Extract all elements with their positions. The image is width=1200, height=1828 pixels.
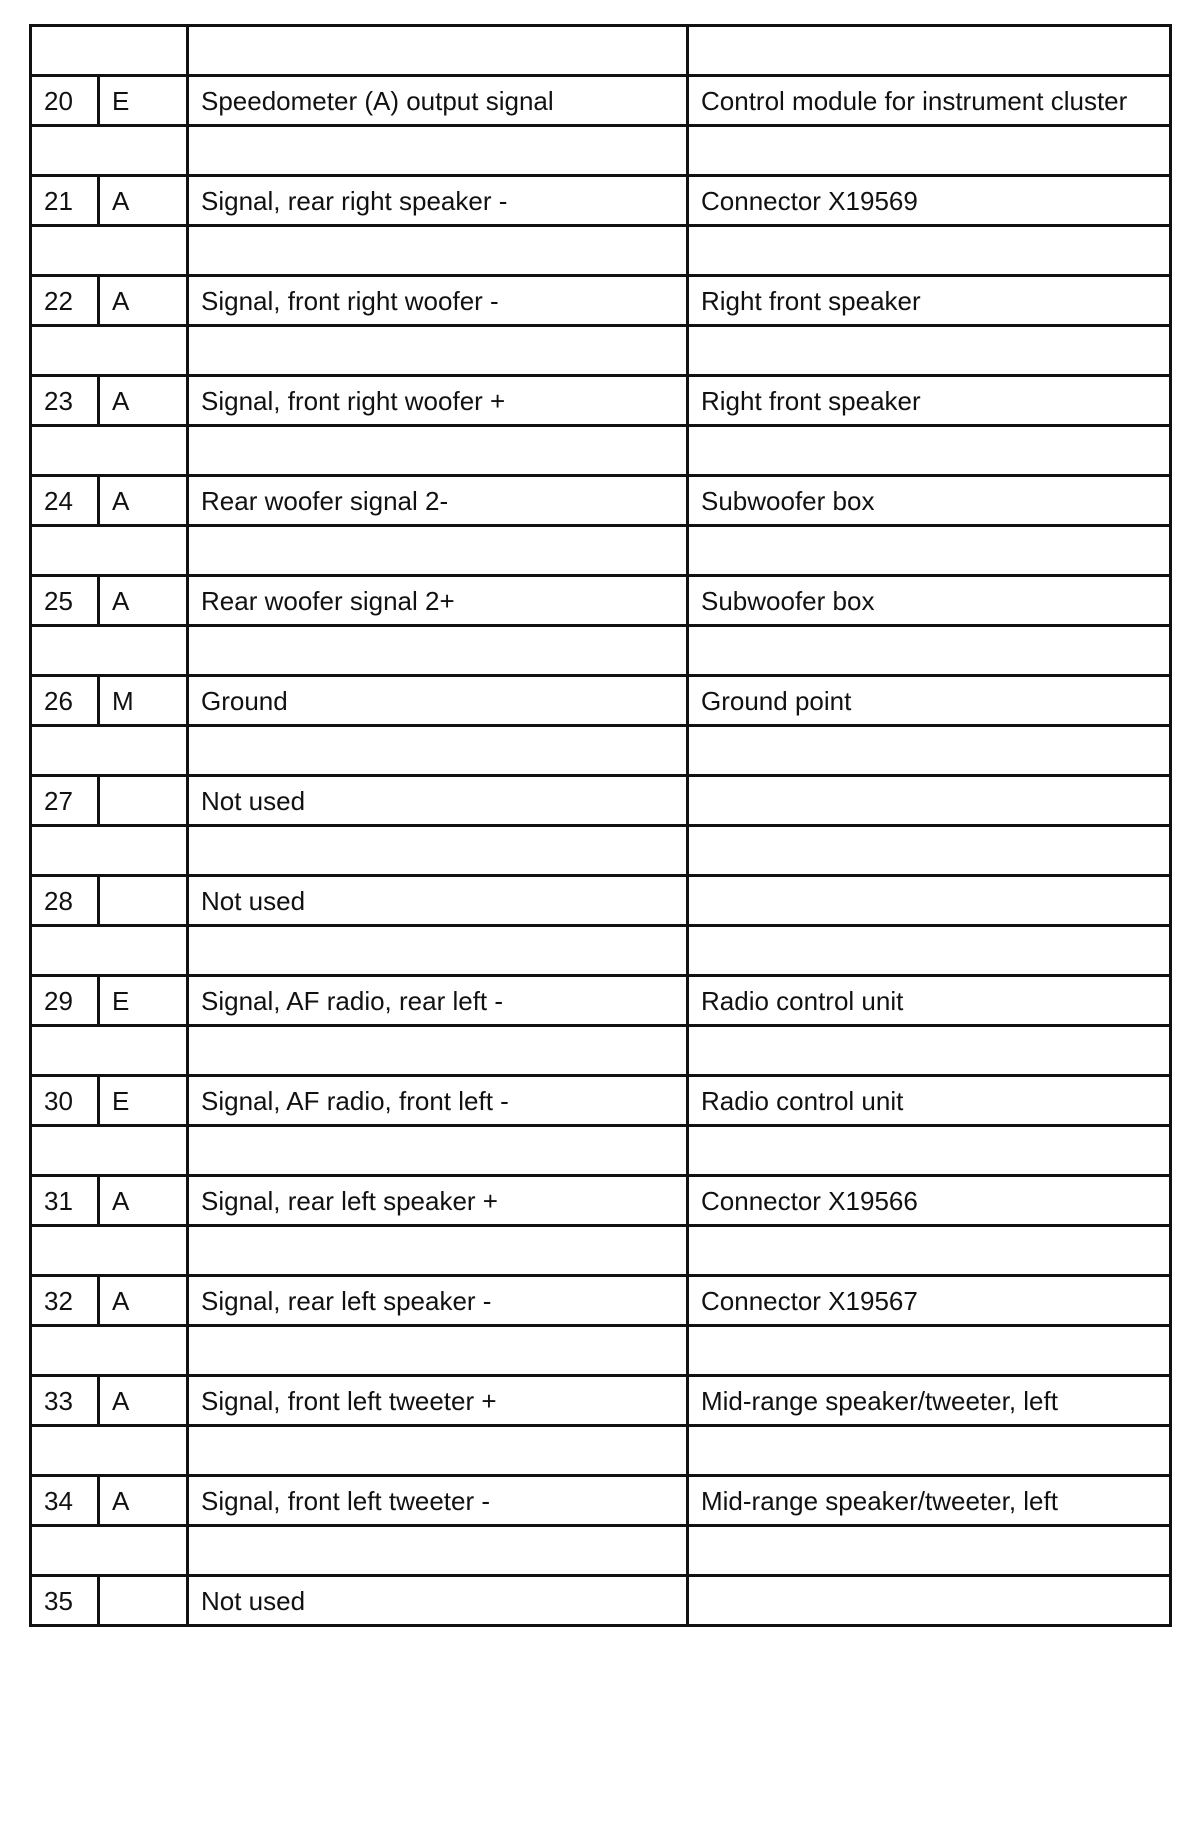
- pin-number-cell: 27: [31, 776, 99, 826]
- spacer-component-cell: [688, 326, 1171, 376]
- pin-type-cell: [99, 1576, 188, 1626]
- pin-number-cell: 23: [31, 376, 99, 426]
- signal-description-cell: Signal, front left tweeter +: [188, 1376, 688, 1426]
- spacer-pin-cell: [31, 1326, 188, 1376]
- spacer-component-cell: [688, 126, 1171, 176]
- spacer-row: [31, 626, 1171, 676]
- spacer-row: [31, 926, 1171, 976]
- pin-type-cell: M: [99, 676, 188, 726]
- pin-number-cell: 26: [31, 676, 99, 726]
- component-cell: [688, 876, 1171, 926]
- table-row: [31, 476, 1171, 526]
- component-cell: Mid-range speaker/tweeter, left: [688, 1376, 1171, 1426]
- component-cell: Mid-range speaker/tweeter, left: [688, 1476, 1171, 1526]
- table-row: [31, 1576, 1171, 1626]
- spacer-row: [31, 526, 1171, 576]
- spacer-pin-cell: [31, 1226, 188, 1276]
- pin-number-cell: 33: [31, 1376, 99, 1426]
- table-row: [31, 676, 1171, 726]
- spacer-signal-cell: [188, 926, 688, 976]
- spacer-component-cell: [688, 1126, 1171, 1176]
- spacer-component-cell: [688, 1226, 1171, 1276]
- signal-description-cell: Signal, rear left speaker -: [188, 1276, 688, 1326]
- component-cell: Right front speaker: [688, 276, 1171, 326]
- signal-description-cell: Rear woofer signal 2+: [188, 576, 688, 626]
- signal-description-cell: Signal, front right woofer -: [188, 276, 688, 326]
- spacer-component-cell: [688, 26, 1171, 76]
- pin-type-cell: A: [99, 1176, 188, 1226]
- spacer-signal-cell: [188, 1026, 688, 1076]
- component-cell: Connector X19569: [688, 176, 1171, 226]
- spacer-signal-cell: [188, 826, 688, 876]
- spacer-pin-cell: [31, 526, 188, 576]
- signal-description-cell: Signal, front right woofer +: [188, 376, 688, 426]
- component-cell: [688, 1576, 1171, 1626]
- table-row: [31, 976, 1171, 1026]
- pin-number-cell: 21: [31, 176, 99, 226]
- pin-type-cell: E: [99, 1076, 188, 1126]
- component-cell: Subwoofer box: [688, 576, 1171, 626]
- signal-description-cell: Signal, rear right speaker -: [188, 176, 688, 226]
- spacer-pin-cell: [31, 726, 188, 776]
- spacer-pin-cell: [31, 826, 188, 876]
- table-row: [31, 1376, 1171, 1426]
- spacer-signal-cell: [188, 226, 688, 276]
- pin-type-cell: E: [99, 76, 188, 126]
- table-row: [31, 1176, 1171, 1226]
- spacer-pin-cell: [31, 26, 188, 76]
- pin-type-cell: [99, 876, 188, 926]
- pin-type-cell: A: [99, 276, 188, 326]
- signal-description-cell: Not used: [188, 876, 688, 926]
- spacer-component-cell: [688, 926, 1171, 976]
- component-cell: Ground point: [688, 676, 1171, 726]
- pin-number-cell: 28: [31, 876, 99, 926]
- spacer-component-cell: [688, 526, 1171, 576]
- table-row: [31, 1276, 1171, 1326]
- spacer-component-cell: [688, 626, 1171, 676]
- pin-number-cell: 20: [31, 76, 99, 126]
- component-cell: Connector X19566: [688, 1176, 1171, 1226]
- table-row: [31, 776, 1171, 826]
- spacer-pin-cell: [31, 1526, 188, 1576]
- pin-number-cell: 30: [31, 1076, 99, 1126]
- spacer-component-cell: [688, 1526, 1171, 1576]
- signal-description-cell: Not used: [188, 1576, 688, 1626]
- spacer-signal-cell: [188, 1526, 688, 1576]
- spacer-row: [31, 226, 1171, 276]
- signal-description-cell: Signal, AF radio, rear left -: [188, 976, 688, 1026]
- spacer-signal-cell: [188, 1326, 688, 1376]
- pin-number-cell: 31: [31, 1176, 99, 1226]
- pin-type-cell: A: [99, 1476, 188, 1526]
- pin-assignment-table: [29, 24, 1172, 1627]
- pin-type-cell: [99, 776, 188, 826]
- table-row: [31, 176, 1171, 226]
- spacer-row: [31, 426, 1171, 476]
- table-row: [31, 76, 1171, 126]
- component-cell: Connector X19567: [688, 1276, 1171, 1326]
- component-cell: [688, 776, 1171, 826]
- spacer-component-cell: [688, 426, 1171, 476]
- spacer-row: [31, 826, 1171, 876]
- spacer-signal-cell: [188, 1426, 688, 1476]
- pin-type-cell: A: [99, 1376, 188, 1426]
- spacer-row: [31, 1126, 1171, 1176]
- spacer-signal-cell: [188, 726, 688, 776]
- spacer-row: [31, 1526, 1171, 1576]
- spacer-row: [31, 326, 1171, 376]
- spacer-signal-cell: [188, 426, 688, 476]
- spacer-pin-cell: [31, 226, 188, 276]
- table-row: [31, 276, 1171, 326]
- spacer-signal-cell: [188, 626, 688, 676]
- signal-description-cell: Ground: [188, 676, 688, 726]
- pin-type-cell: A: [99, 476, 188, 526]
- spacer-row: [31, 126, 1171, 176]
- spacer-row: [31, 1426, 1171, 1476]
- spacer-row: [31, 26, 1171, 76]
- table-row: [31, 876, 1171, 926]
- table-row: [31, 376, 1171, 426]
- pin-type-cell: A: [99, 1276, 188, 1326]
- component-cell: Radio control unit: [688, 1076, 1171, 1126]
- spacer-pin-cell: [31, 1426, 188, 1476]
- spacer-component-cell: [688, 1326, 1171, 1376]
- pin-number-cell: 29: [31, 976, 99, 1026]
- pin-type-cell: E: [99, 976, 188, 1026]
- pin-table-body: [31, 26, 1171, 1626]
- spacer-pin-cell: [31, 326, 188, 376]
- pin-number-cell: 25: [31, 576, 99, 626]
- spacer-pin-cell: [31, 1026, 188, 1076]
- spacer-pin-cell: [31, 626, 188, 676]
- spacer-row: [31, 1026, 1171, 1076]
- spacer-row: [31, 1226, 1171, 1276]
- spacer-component-cell: [688, 226, 1171, 276]
- signal-description-cell: Signal, front left tweeter -: [188, 1476, 688, 1526]
- component-cell: Radio control unit: [688, 976, 1171, 1026]
- pin-number-cell: 22: [31, 276, 99, 326]
- pin-number-cell: 24: [31, 476, 99, 526]
- table-row: [31, 576, 1171, 626]
- component-cell: Right front speaker: [688, 376, 1171, 426]
- spacer-component-cell: [688, 726, 1171, 776]
- pin-number-cell: 34: [31, 1476, 99, 1526]
- spacer-signal-cell: [188, 526, 688, 576]
- signal-description-cell: Speedometer (A) output signal: [188, 76, 688, 126]
- spacer-row: [31, 1326, 1171, 1376]
- spacer-signal-cell: [188, 26, 688, 76]
- spacer-component-cell: [688, 826, 1171, 876]
- signal-description-cell: Rear woofer signal 2-: [188, 476, 688, 526]
- signal-description-cell: Not used: [188, 776, 688, 826]
- signal-description-cell: Signal, AF radio, front left -: [188, 1076, 688, 1126]
- spacer-pin-cell: [31, 926, 188, 976]
- spacer-component-cell: [688, 1426, 1171, 1476]
- spacer-row: [31, 726, 1171, 776]
- table-row: [31, 1476, 1171, 1526]
- spacer-pin-cell: [31, 426, 188, 476]
- component-cell: Subwoofer box: [688, 476, 1171, 526]
- spacer-signal-cell: [188, 126, 688, 176]
- signal-description-cell: Signal, rear left speaker +: [188, 1176, 688, 1226]
- pin-type-cell: A: [99, 576, 188, 626]
- spacer-signal-cell: [188, 326, 688, 376]
- pin-number-cell: 35: [31, 1576, 99, 1626]
- spacer-pin-cell: [31, 1126, 188, 1176]
- pin-type-cell: A: [99, 376, 188, 426]
- pin-type-cell: A: [99, 176, 188, 226]
- spacer-pin-cell: [31, 126, 188, 176]
- table-row: [31, 1076, 1171, 1126]
- pin-number-cell: 32: [31, 1276, 99, 1326]
- spacer-signal-cell: [188, 1226, 688, 1276]
- component-cell: Control module for instrument cluster: [688, 76, 1171, 126]
- spacer-signal-cell: [188, 1126, 688, 1176]
- spacer-component-cell: [688, 1026, 1171, 1076]
